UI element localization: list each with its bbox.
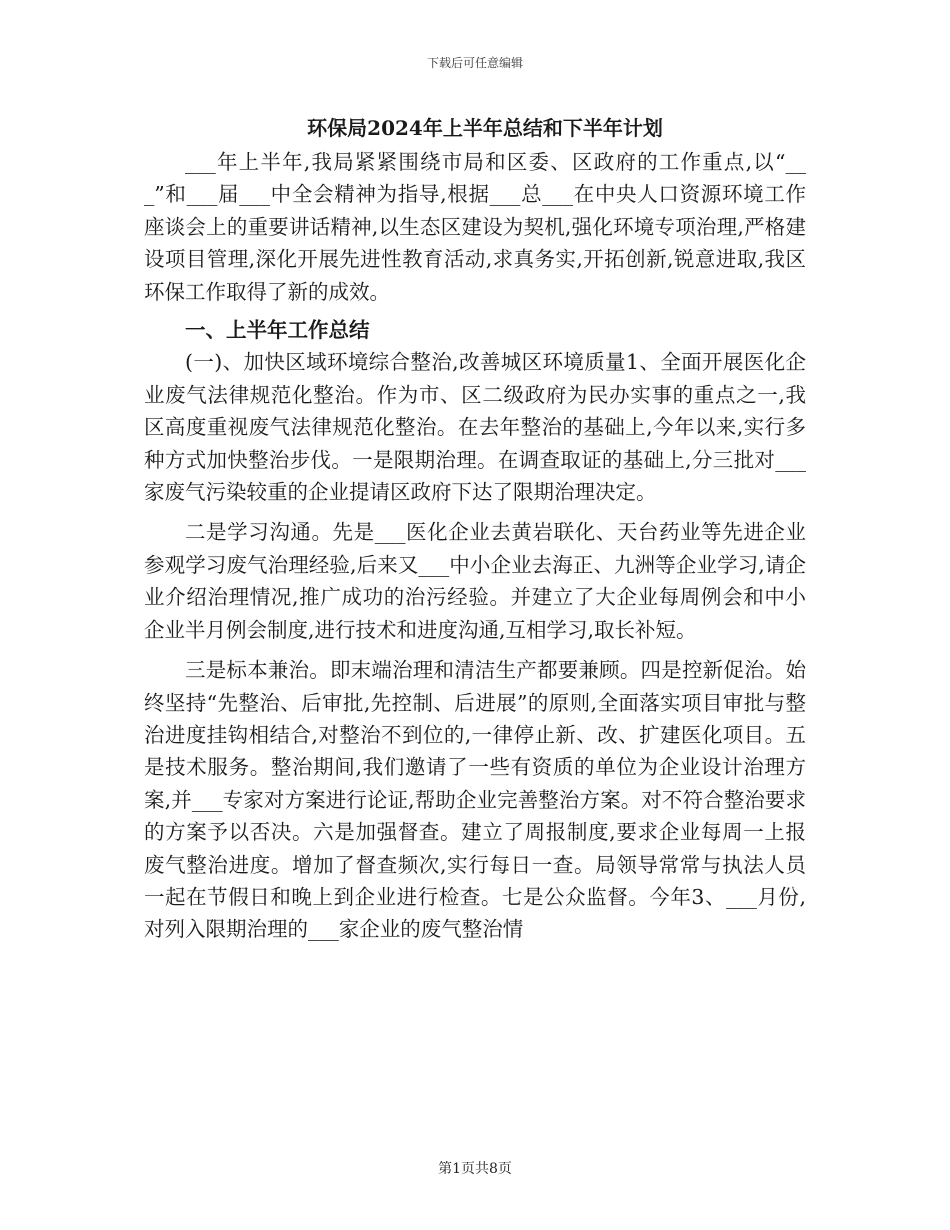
- section-heading-first-half: 一、上半年工作总结: [185, 318, 370, 343]
- document-title: 环保局2024年上半年总结和下半年计划: [307, 116, 663, 140]
- intro-paragraph: ___年上半年,我局紧紧围绕市局和区委、区政府的工作重点,以“___”和___届___中全会精神为指导,根据___总___在中央人口资源环境工作座谈会上的重要讲话精神,以生态区建设为契机,强化环境专项治理,严格建设项目管理,深化开展先进性教育活动,求真务实,开拓创新,锐意进取,我区环保工作取得了新的成效。: [144, 150, 806, 304]
- paragraph-measures: 三是标本兼治。即末端治理和清洁生产都要兼顾。四是控新促治。始终坚持“先整治、后审批,先控制、后进展”的原则,全面落实项目审批与整治进度挂钩相结合,对整治不到位的,一律停止新、改、扩建医化项目。五是技术服务。整治期间,我们邀请了一些有资质的单位为企业设计治理方案,并___专家对方案进行论证,帮助企业完善整治方案。对不符合整治要求的方案予以否决。六是加强督查。建立了周报制度,要求企业每周一上报废气整治进度。增加了督查频次,实行每日一查。局领导常常与执法人员一起在节假日和晚上到企业进行检查。七是公众监督。今年3、___月份,对列入限期治理的___家企业的废气整治情: [144, 658, 806, 942]
- paragraph-learning-exchange: 二是学习沟通。先是___医化企业去黄岩联化、天台药业等先进企业参观学习废气治理经验,后来又___中小企业去海正、九洲等企业学习,请企业介绍治理情况,推广成功的治污经验。并建立了大企业每周例会和中小企业半月例会制度,进行技术和进度沟通,互相学习,取长补短。: [144, 520, 806, 642]
- document-body: [144, 110, 806, 946]
- page-indicator: 第1页共8页: [438, 1161, 512, 1177]
- paragraph-rectification: (一)、加快区域环境综合整治,改善城区环境质量1、全面开展医化企业废气法律规范化整治。作为市、区二级政府为民办实事的重点之一,我区高度重视废气法律规范化整治。在去年整治的基础上,今年以来,实行多种方式加快整治步伐。一是限期治理。在调查取证的基础上,分三批对___家废气污染较重的企业提请区政府下达了限期治理决定。: [144, 350, 806, 505]
- header-note: 下载后可任意编辑: [426, 56, 523, 70]
